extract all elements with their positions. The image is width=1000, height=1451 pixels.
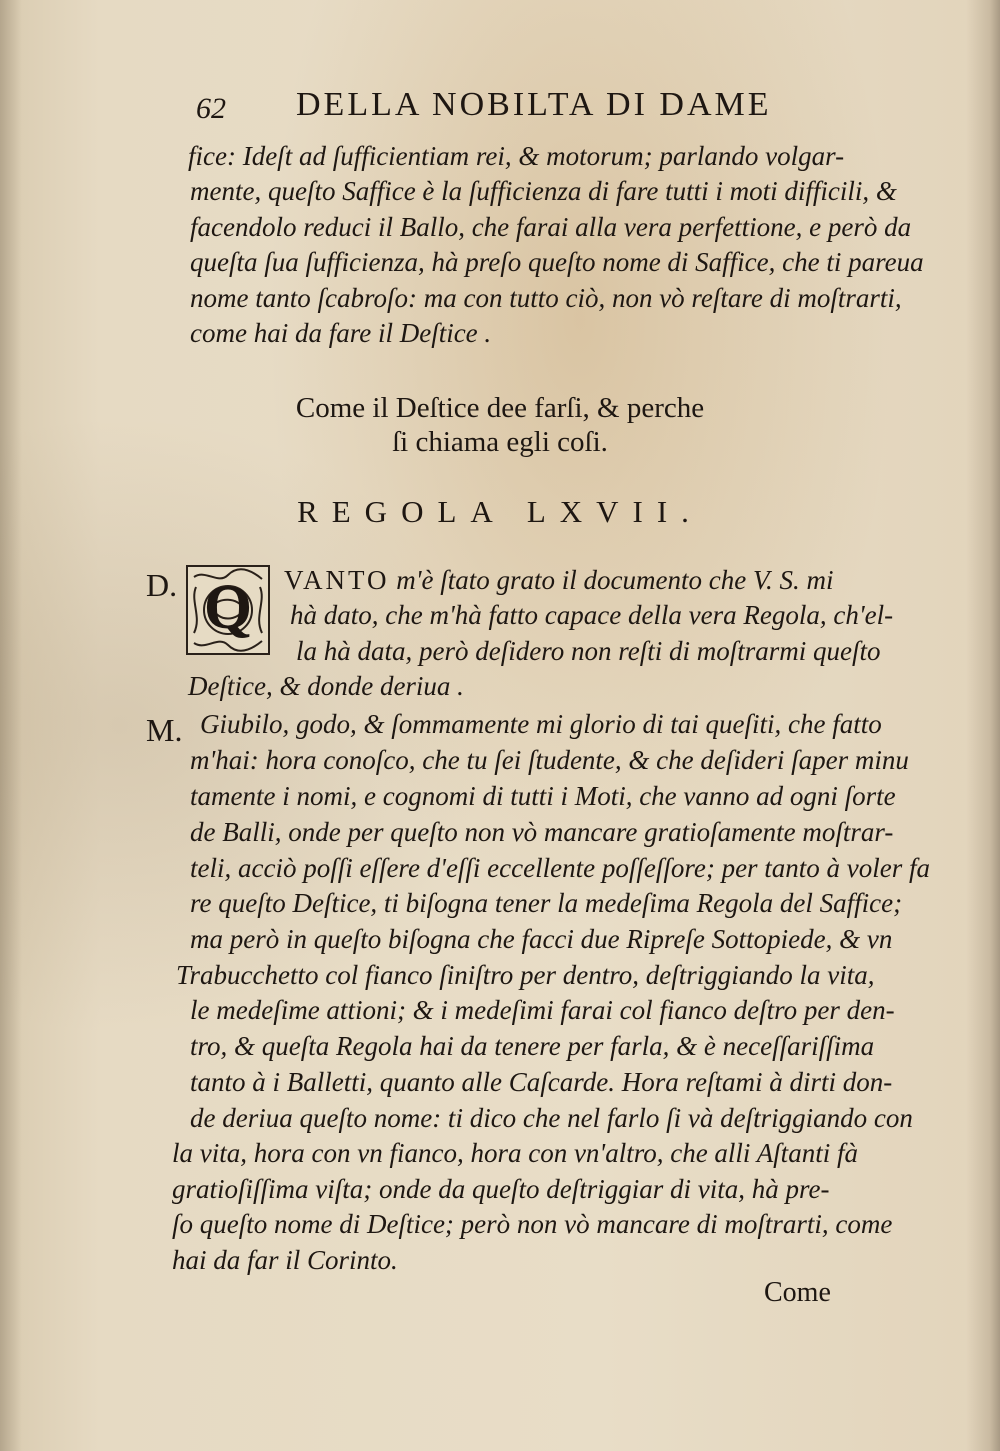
rule-title: REGOLA LXVII. [297,494,703,529]
text-line: tanto à i Balletti, quanto alle Caſcarde. Hora reſtami à dirti don- [190,1067,893,1097]
text-line: re queſto Deſtice, ti biſogna tener la medeſima Regola del Saffice; [190,888,903,918]
initial-letter: Q [203,574,253,642]
text-line: Giubilo, godo, & ſommamente mi glorio di tai queſiti, che fatto [200,709,882,739]
text-line: fice: Ideſt ad ſufficientiam rei, & motorum; parlando volgar- [188,141,845,171]
text-line: mente, queſto Saffice è la ſufficienza di fare tutti i moti difficili, & [190,176,897,206]
text-line [284,567,834,594]
text-line: le medeſime attioni; & i medeſimi farai col fianco deſtro per den- [190,995,895,1025]
section-heading: Come il Deſtice dee farſi, & perche [295,392,705,424]
speaker-label: M. [146,712,183,748]
speaker-label: D. [146,567,178,603]
opening-word: VANTO [284,565,390,595]
text-line: tro, & queſta Regola hai da tenere per farla, & è neceſſariſſima [190,1031,875,1061]
text-line: de Balli, onde per queſto non vò mancare gratioſamente moſtrar- [190,817,894,847]
text-line: ma però in queſto biſogna che facci due Ripreſe Sottopiede, & vn [190,924,893,954]
page-gutter-shadow [0,0,22,1451]
text-line: m'hai: hora conoſco, che tu ſei ſtudente, & che deſideri ſaper minu [190,745,909,775]
text-segment: m'è ſtato grato il documento che V. S. mi [396,565,834,595]
text-line: nome tanto ſcabroſo: ma con tutto ciò, non vò reſtare di moſtrarti, [190,283,902,313]
text-line: de deriua queſto nome: ti dico che nel farlo ſi và deſtriggiando con [190,1103,913,1133]
catchword: Come [764,1277,831,1308]
text-line: ſo queſto nome di Deſtice; però non vò mancare di moſtrarti, come [172,1209,893,1239]
running-title: DELLA NOBILTA DI DAME [296,86,772,123]
text-line: hai da far il Corinto. [172,1245,398,1275]
text-line: la hà data, però deſidero non reſti di moſtrarmi queſto [296,636,881,666]
text-line: queſta ſua ſufficienza, hà preſo queſto nome di Saffice, che ti pareua [190,247,924,277]
page-header [196,86,796,130]
text-line: come hai da fare il Deſtice . [190,318,492,348]
text-line: la vita, hora con vn fianco, hora con vn'altro, che alli Aſtanti fà [172,1138,858,1168]
text-line: tamente i nomi, e cognomi di tutti i Moti, che vanno ad ogni ſorte [190,781,896,811]
text-line: teli, acciò poſſi eſſere d'eſſi eccellente poſſeſſore; per tanto à voler fa [190,853,931,883]
text-line: Trabucchetto col fianco ſiniſtro per dentro, deſtriggiando la vita, [176,960,875,990]
page-edge-shadow [966,0,1000,1451]
text-line: hà dato, che m'hà fatto capace della vera Regola, ch'el- [290,600,894,630]
decorated-initial [186,565,270,655]
text-line: gratioſiſſima viſta; onde da queſto deſtriggiar di vita, hà pre- [172,1174,830,1204]
text-line: Deſtice, & donde deriua . [188,671,464,701]
page-number: 62 [196,92,226,125]
text-line: facendolo reduci il Ballo, che farai alla vera perfettione, e però da [190,212,912,242]
section-heading: ſi chiama egli coſi. [392,426,608,458]
